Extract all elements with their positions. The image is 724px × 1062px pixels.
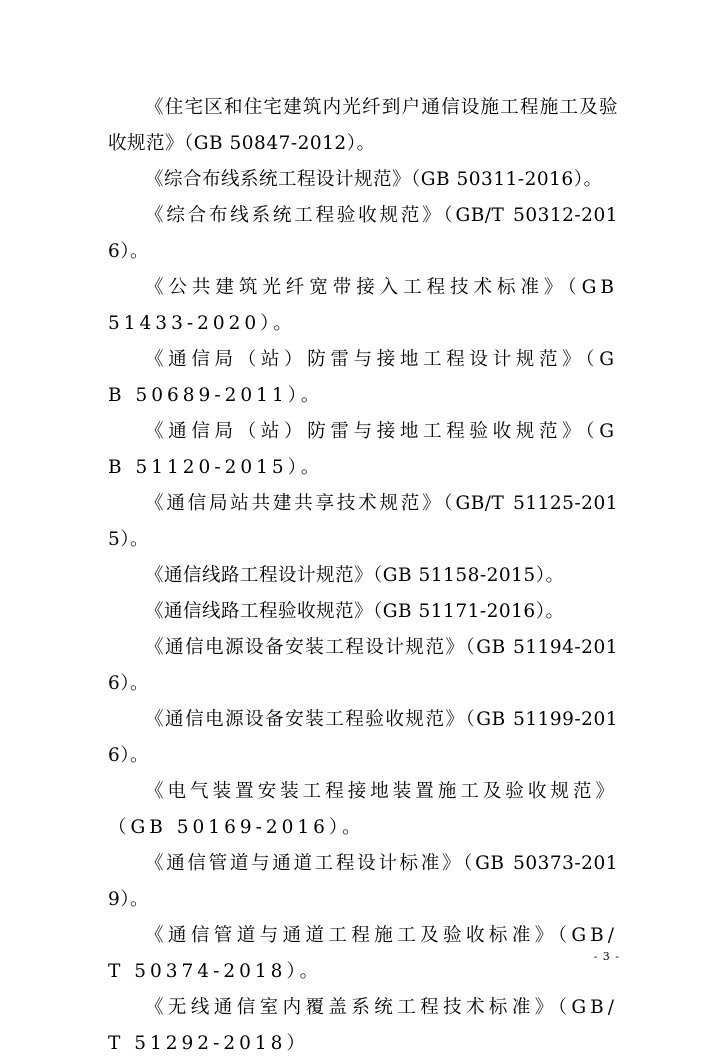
standard-entry: 《通信局（站）防雷与接地工程验收规范》（GB 51120-2015）。 — [108, 421, 618, 478]
standard-entry: 《综合布线系统工程设计规范》（GB 50311-2016）。 — [145, 169, 603, 190]
standard-entry: 《通信管道与通道工程施工及验收标准》（GB/T 50374-2018）。 — [108, 925, 618, 982]
standard-entry: 《通信线路工程设计规范》（GB 51158-2015）。 — [145, 565, 565, 586]
standard-entry: 《通信线路工程验收规范》（GB 51171-2016）。 — [145, 601, 565, 622]
document-body — [108, 90, 618, 1062]
standard-entry: 《通信电源设备安装工程设计规范》（GB 51194-2016）。 — [108, 637, 618, 694]
standard-entry: 《电气装置安装工程接地装置施工及验收规范》（GB 50169-2016）。 — [108, 781, 618, 838]
standard-entry: 《公共建筑光纤宽带接入工程技术标准》（GB 51433-2020）。 — [108, 277, 618, 334]
standard-entry: 《住宅区和住宅建筑内光纤到户通信设施工程施工及验收规范》（GB 50847-2012）。 — [108, 97, 618, 154]
page-number: - 3 - — [593, 950, 620, 963]
standard-entry: 《无线通信室内覆盖系统工程技术标准》（GB/T 51292-2018） — [108, 997, 618, 1054]
standard-entry: 《通信电源设备安装工程验收规范》（GB 51199-2016）。 — [108, 709, 618, 766]
standard-entry: 《通信局（站）防雷与接地工程设计规范》（GB 50689-2011）。 — [108, 349, 618, 406]
standard-entry: 《综合布线系统工程验收规范》（GB/T 50312-2016）。 — [108, 205, 618, 262]
standard-entry: 《通信局站共建共享技术规范》（GB/T 51125-2015）。 — [108, 493, 618, 550]
standard-entry: 《通信管道与通道工程设计标准》（GB 50373-2019）。 — [108, 853, 618, 910]
